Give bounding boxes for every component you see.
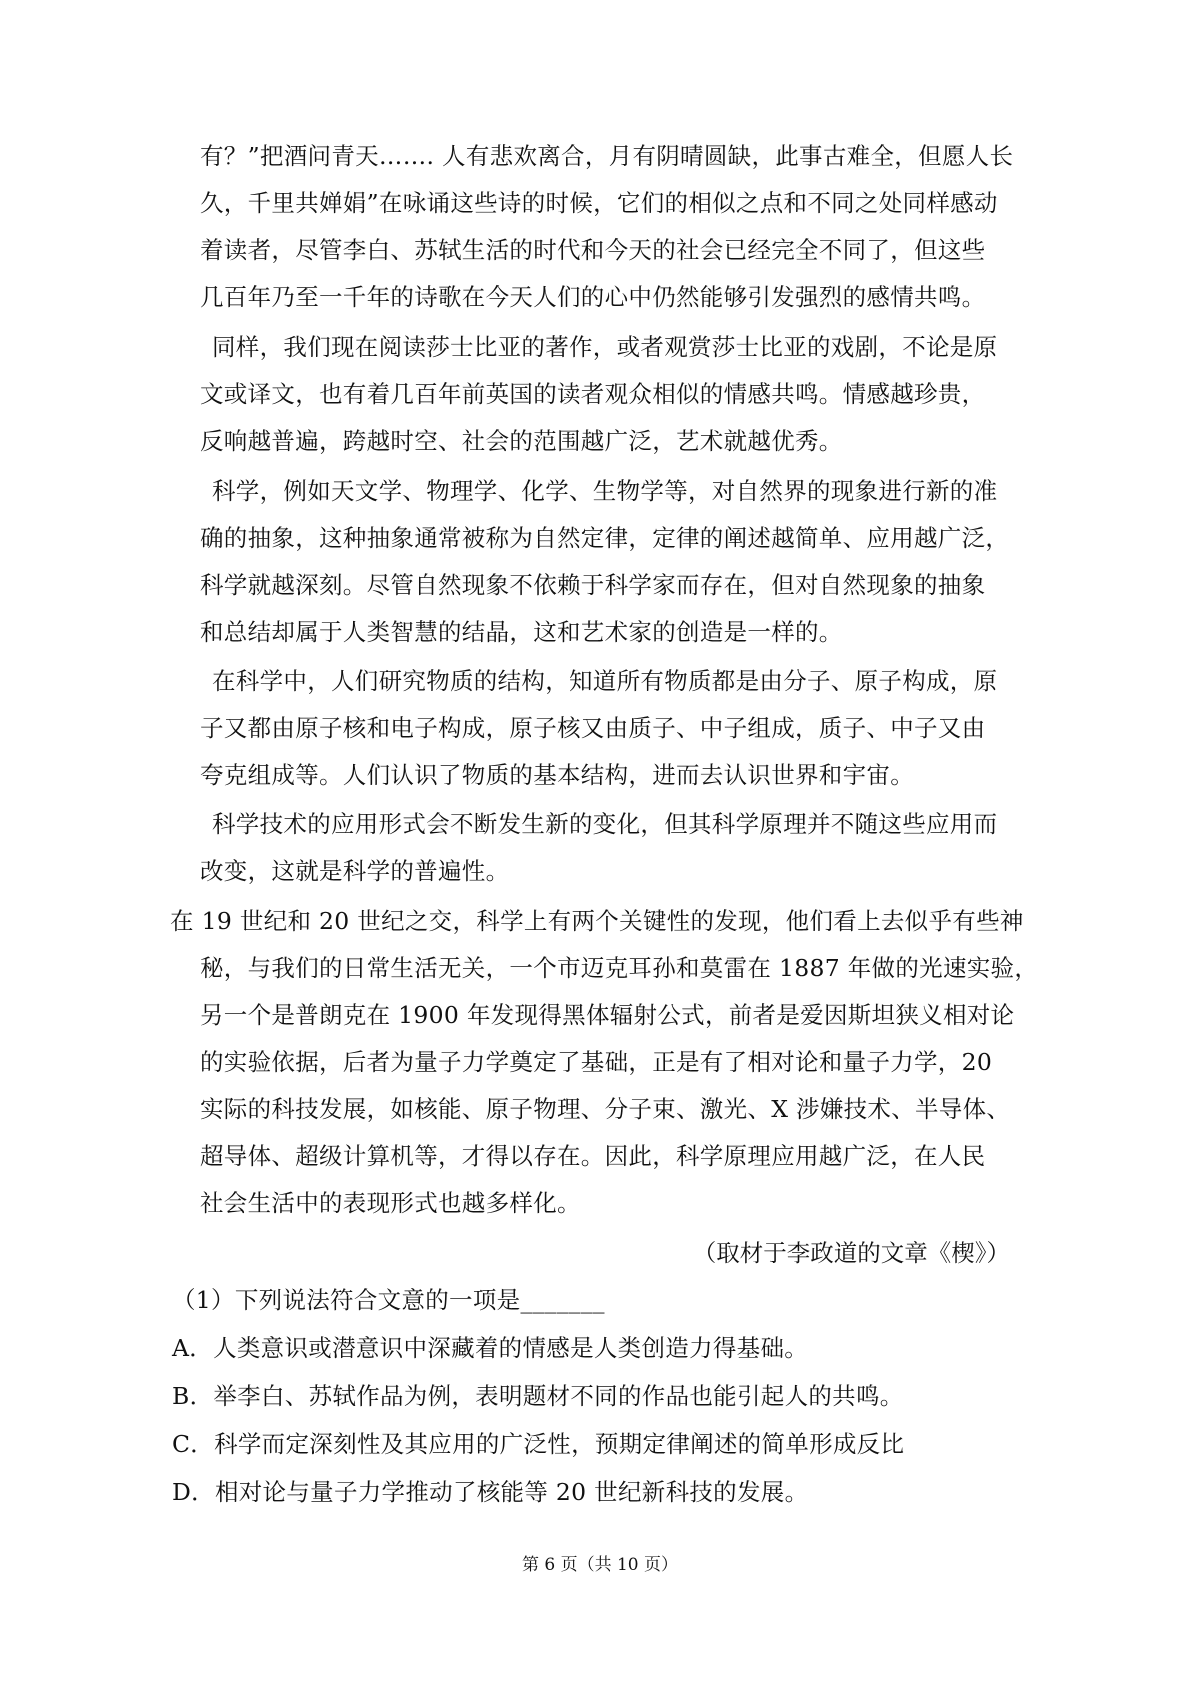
passage-line: 夸克组成等。人们认识了物质的基本结构，进而去认识世界和宇宙。 xyxy=(200,761,914,789)
passage-line: 科学就越深刻。尽管自然现象不依赖于科学家而存在，但对自然现象的抽象 xyxy=(200,571,986,599)
passage-line: 几百年乃至一千年的诗歌在今天人们的心中仍然能够引发强烈的感情共鸣。 xyxy=(200,283,986,311)
passage-line: 确的抽象，这种抽象通常被称为自然定律，定律的阐述越简单、应用越广泛， xyxy=(200,524,1010,552)
question-option-a: A．人类意识或潜意识中深藏着的情感是人类创造力得基础。 xyxy=(172,1334,809,1362)
passage-line: 子又都由原子核和电子构成，原子核又由质子、中子组成，质子、中子又由 xyxy=(200,714,986,742)
passage-line: 在科学中，人们研究物质的结构，知道所有物质都是由分子、原子构成，原 xyxy=(212,667,998,695)
passage-source: （取材于李政道的文章《楔》） xyxy=(692,1239,1010,1267)
passage-line: 文或译文，也有着几百年前英国的读者观众相似的情感共鸣。情感越珍贵， xyxy=(200,380,986,408)
passage-line: 和总结却属于人类智慧的结晶，这和艺术家的创造是一样的。 xyxy=(200,618,843,646)
passage-line: 在 19 世纪和 20 世纪之交，科学上有两个关键性的发现，他们看上去似乎有些神 xyxy=(170,907,1024,935)
passage-line: 改变，这就是科学的普遍性。 xyxy=(200,857,510,885)
passage-line: 久，千里共婵娟”在咏诵这些诗的时候，它们的相似之点和不同之处同样感动 xyxy=(200,189,998,217)
passage-line: 着读者，尽管李白、苏轼生活的时代和今天的社会已经完全不同了，但这些 xyxy=(200,236,986,264)
question-stem: （1）下列说法符合文意的一项是_______ xyxy=(172,1286,605,1314)
passage-line: 同样，我们现在阅读莎士比亚的著作，或者观赏莎士比亚的戏剧，不论是原 xyxy=(212,333,998,361)
passage-line: 有？”把酒问青天……. 人有悲欢离合，月有阴晴圆缺，此事古难全，但愿人长 xyxy=(200,142,1014,170)
passage-line: 科学，例如天文学、物理学、化学、生物学等，对自然界的现象进行新的准 xyxy=(212,477,998,505)
passage-line: 另一个是普朗克在 1900 年发现得黑体辐射公式，前者是爱因斯坦狭义相对论 xyxy=(200,1001,1015,1029)
question-option-d: D．相对论与量子力学推动了核能等 20 世纪新科技的发展。 xyxy=(172,1478,809,1506)
passage-line: 社会生活中的表现形式也越多样化。 xyxy=(200,1189,581,1217)
passage-line: 科学技术的应用形式会不断发生新的变化，但其科学原理并不随这些应用而 xyxy=(212,810,998,838)
passage-line: 秘，与我们的日常生活无关，一个市迈克耳孙和莫雷在 1887 年做的光速实验， xyxy=(200,954,1039,982)
page-footer: 第 6 页（共 10 页） xyxy=(521,1555,679,1575)
passage-line: 的实验依据，后者为量子力学奠定了基础，正是有了相对论和量子力学，20 xyxy=(200,1048,993,1076)
passage-line: 超导体、超级计算机等，才得以存在。因此，科学原理应用越广泛，在人民 xyxy=(200,1142,986,1170)
question-option-b: B．举李白、苏轼作品为例，表明题材不同的作品也能引起人的共鸣。 xyxy=(172,1382,904,1410)
passage-line: 反响越普遍，跨越时空、社会的范围越广泛，艺术就越优秀。 xyxy=(200,427,843,455)
question-option-c: C．科学而定深刻性及其应用的广泛性，预期定律阐述的简单形成反比 xyxy=(172,1430,905,1458)
passage-line: 实际的科技发展，如核能、原子物理、分子束、激光、X 涉嫌技术、半导体、 xyxy=(200,1095,1011,1123)
